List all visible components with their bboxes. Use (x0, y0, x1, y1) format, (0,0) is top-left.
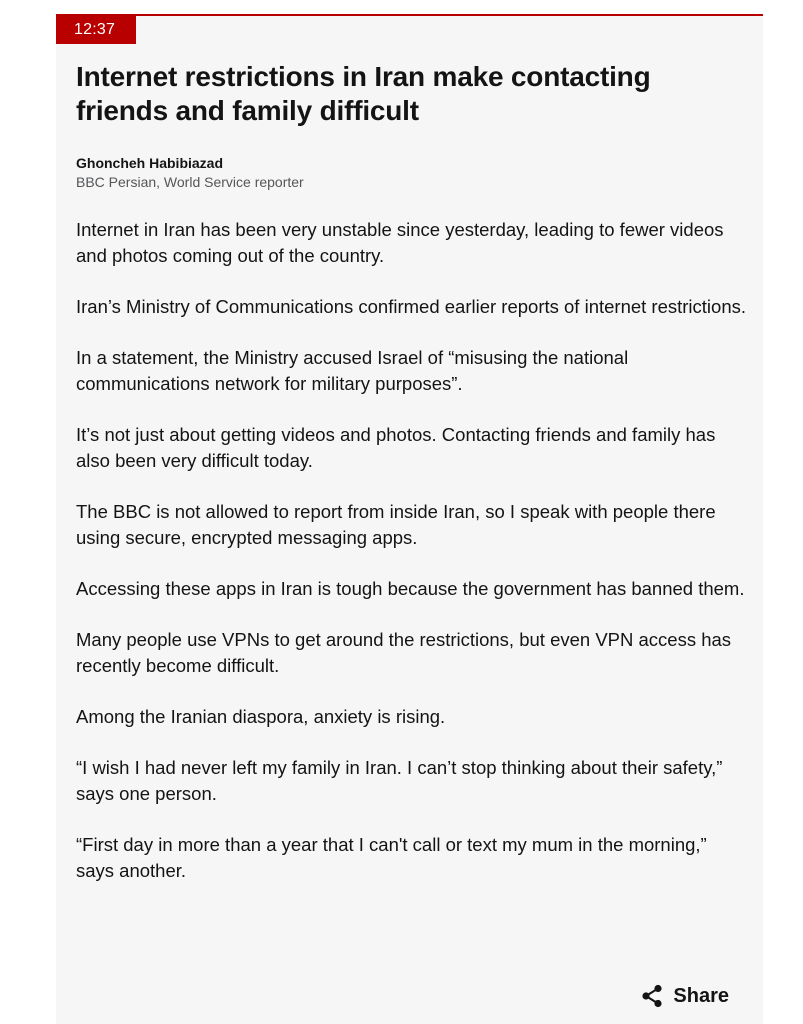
author-name: Ghoncheh Habibiazad (76, 155, 224, 171)
paragraph: Among the Iranian diaspora, anxiety is rising. (76, 706, 446, 727)
paragraph: The BBC is not allowed to report from inside Iran, so I speak with people there using secure, encrypted messaging apps. (76, 501, 716, 548)
paragraph: “I wish I had never left my family in Iran. I can’t stop thinking about their safety,” says one person. (76, 757, 723, 804)
timestamp-badge: 12:37 (56, 16, 136, 44)
share-button[interactable] (641, 984, 729, 1008)
post-body (76, 217, 748, 909)
byline (76, 154, 304, 192)
author-role: BBC Persian, World Service reporter (76, 174, 304, 190)
paragraph: Accessing these apps in Iran is tough because the government has banned them. (76, 578, 745, 599)
paragraph: In a statement, the Ministry accused Israel of “misusing the national communications network for military purposes”. (76, 347, 629, 394)
paragraph: It’s not just about getting videos and photos. Contacting friends and family has also been very difficult today. (76, 424, 716, 471)
paragraph: Iran’s Ministry of Communications confirmed earlier reports of internet restrictions. (76, 296, 747, 317)
post-headline: Internet restrictions in Iran make contacting friends and family difficult (76, 61, 651, 126)
paragraph: Many people use VPNs to get around the restrictions, but even VPN access has recently become difficult. (76, 629, 732, 676)
share-icon (641, 984, 663, 1008)
live-post-card (56, 14, 763, 1024)
paragraph: “First day in more than a year that I can't call or text my mum in the morning,” says another. (76, 834, 707, 881)
share-label: Share (673, 985, 729, 1007)
paragraph: Internet in Iran has been very unstable since yesterday, leading to fewer videos and photos coming out of the country. (76, 219, 724, 266)
